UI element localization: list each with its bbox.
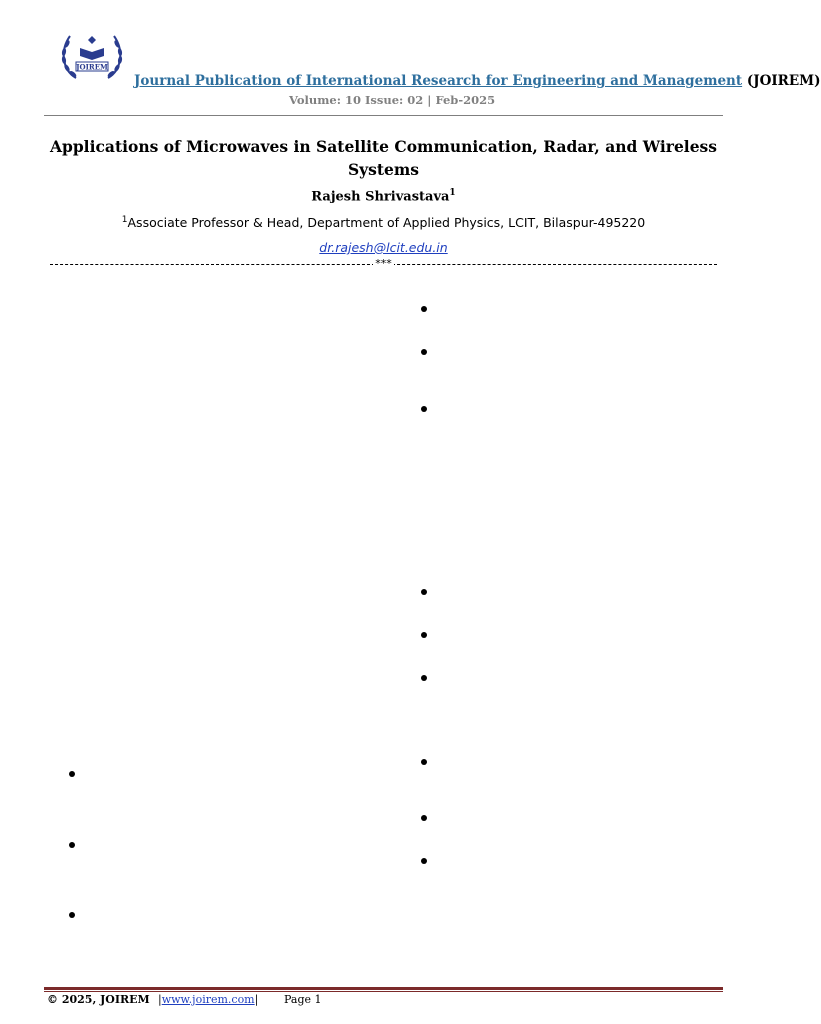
volume-issue: Volume: 10 Issue: 02 | Feb-2025: [289, 93, 496, 107]
footer-rule-thin: [44, 991, 723, 992]
bullet-marker: [69, 842, 75, 848]
logo-text: JOIREM: [76, 62, 108, 72]
footer-page-number: Page 1: [284, 993, 322, 1006]
paper-title: Applications of Microwaves in Satellite Communication, Radar, and Wireless Systems: [49, 137, 718, 179]
separator-stars: ***: [375, 257, 392, 270]
bullet-marker: [421, 349, 427, 355]
bullet-marker: [421, 589, 427, 595]
bullet-marker: [69, 771, 75, 777]
bullet-marker: [421, 406, 427, 412]
affiliation-line: [44, 215, 723, 230]
footer-pipe-right: |: [254, 993, 259, 1006]
author-email-link[interactable]: dr.rajesh@lcit.edu.in: [319, 240, 448, 255]
bullet-marker: [421, 815, 427, 821]
affiliation-text: Associate Professor & Head, Department of Applied Physics, LCIT, Bilaspur-495220: [127, 215, 646, 231]
bullet-marker: [421, 759, 427, 765]
footer-website: [158, 993, 258, 1006]
bullet-marker: [421, 306, 427, 312]
author-superscript: 1: [449, 188, 456, 198]
affiliation-superscript: 1: [121, 215, 128, 225]
bullet-marker: [421, 632, 427, 638]
bullet-marker: [421, 858, 427, 864]
journal-header: [134, 73, 821, 89]
footer-website-link[interactable]: www.joirem.com: [161, 993, 255, 1006]
journal-title-link[interactable]: Journal Publication of International Research for Engineering and Management: [134, 73, 743, 89]
footer-pipe-left: |: [158, 993, 162, 1006]
author-name: Rajesh Shrivastava: [311, 189, 450, 205]
bullet-marker: [69, 912, 75, 918]
bullet-marker: [421, 675, 427, 681]
author-line: [44, 188, 723, 204]
journal-logo: [54, 26, 130, 88]
header-divider: [44, 115, 723, 116]
footer-copyright: © 2025, JOIREM: [47, 993, 150, 1006]
footer-rule-thick: [44, 987, 723, 990]
journal-abbreviation: (JOIREM): [746, 73, 821, 89]
section-separator: [44, 257, 723, 271]
